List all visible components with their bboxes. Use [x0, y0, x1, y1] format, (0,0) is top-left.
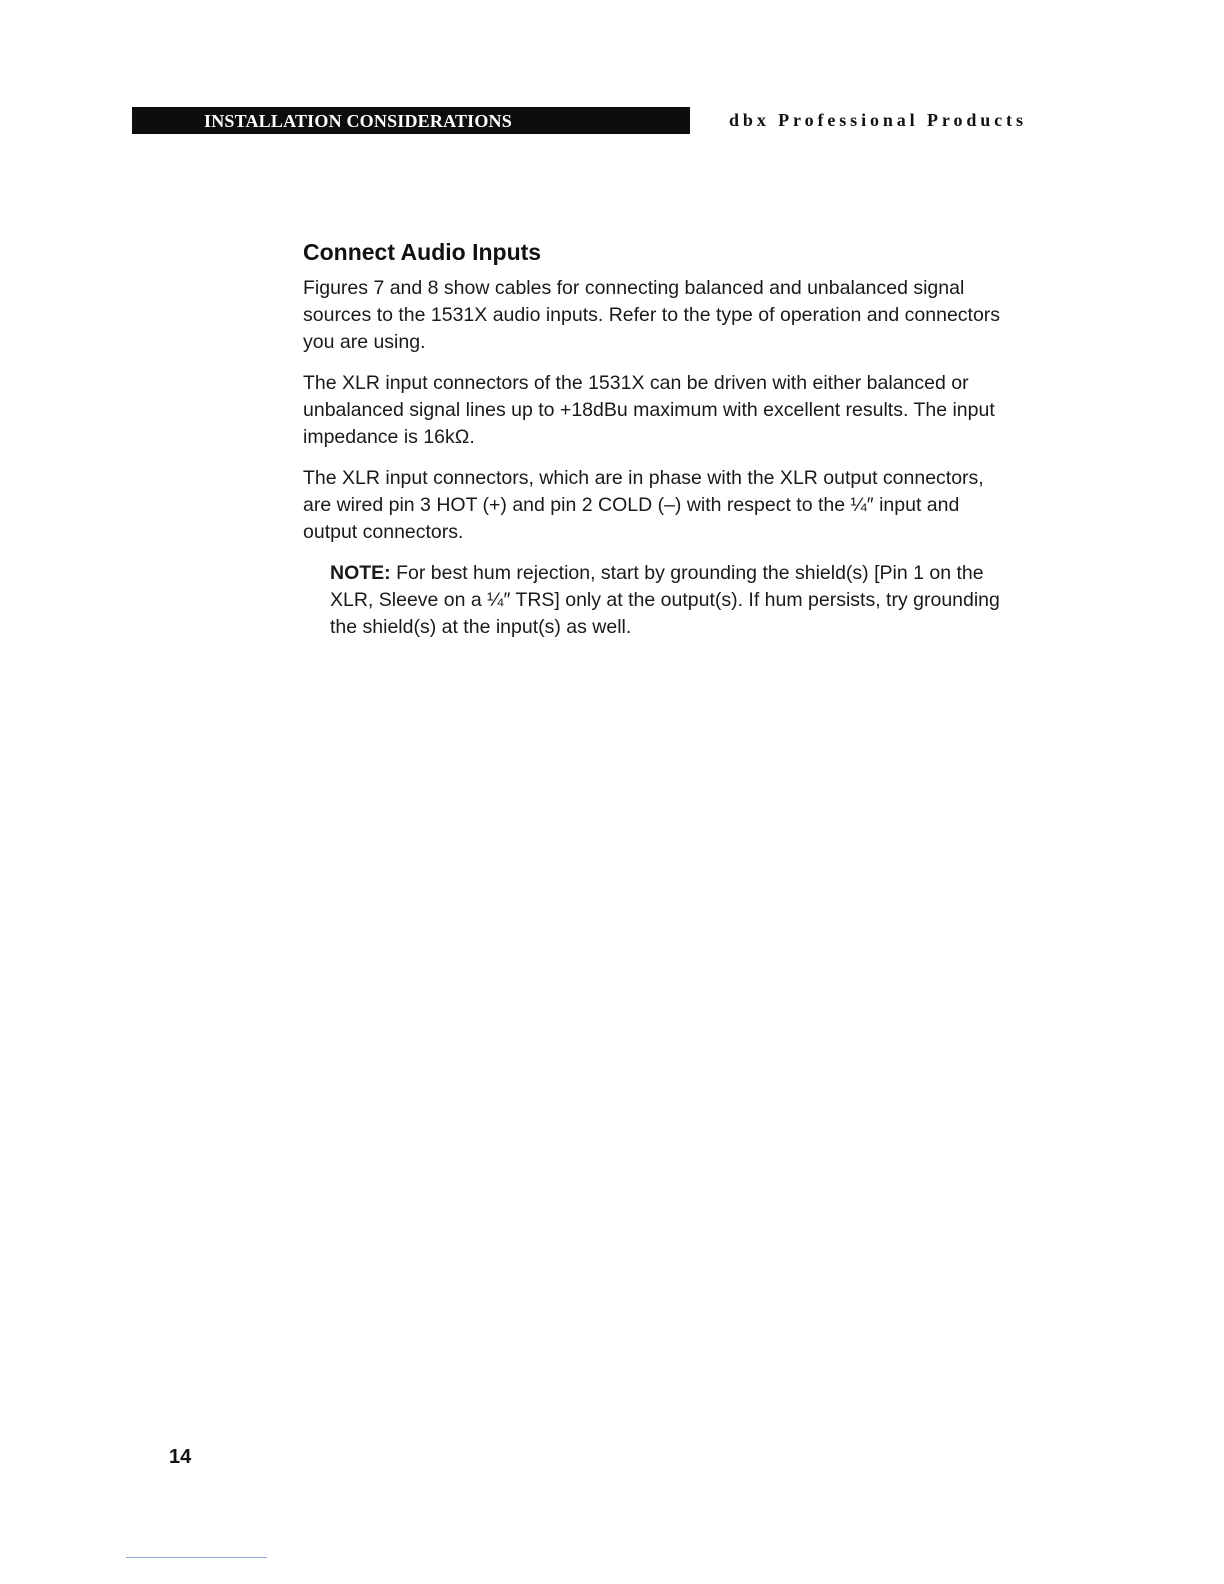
- note-label: NOTE:: [330, 562, 391, 584]
- page-number: 14: [169, 1446, 192, 1468]
- note-block: [303, 560, 1013, 641]
- section-header-label: INSTALLATION CONSIDERATIONS: [204, 111, 512, 131]
- section-header-bar: [132, 107, 690, 134]
- page-content: [303, 236, 1013, 641]
- paragraph-figures: Figures 7 and 8 show cables for connecting balanced and unbalanced signal sources to the 1531X audio inputs. Refer to the type of operation and connectors you are using.: [303, 277, 1001, 353]
- paragraph-xlr-wiring: The XLR input connectors, which are in phase with the XLR output connectors, are wired pin 3 HOT (+) and pin 2 COLD (–) with respect to the ¼″ input and output connectors.: [303, 467, 984, 543]
- note-text: For best hum rejection, start by grounding the shield(s) [Pin 1 on the XLR, Sleeve on a ¼″ TRS] only at the output(s). If hum persists, try grounding the shield(s) at the input(s) as well.: [330, 562, 1000, 638]
- brand-name: dbx Professional Products: [729, 110, 1027, 130]
- paragraph-xlr-drive: The XLR input connectors of the 1531X can be driven with either balanced or unbalanced signal lines up to +18dBu maximum with excellent results. The input impedance is 16kΩ.: [303, 372, 995, 448]
- footer-rule: [126, 1557, 267, 1558]
- section-title: Connect Audio Inputs: [303, 239, 542, 265]
